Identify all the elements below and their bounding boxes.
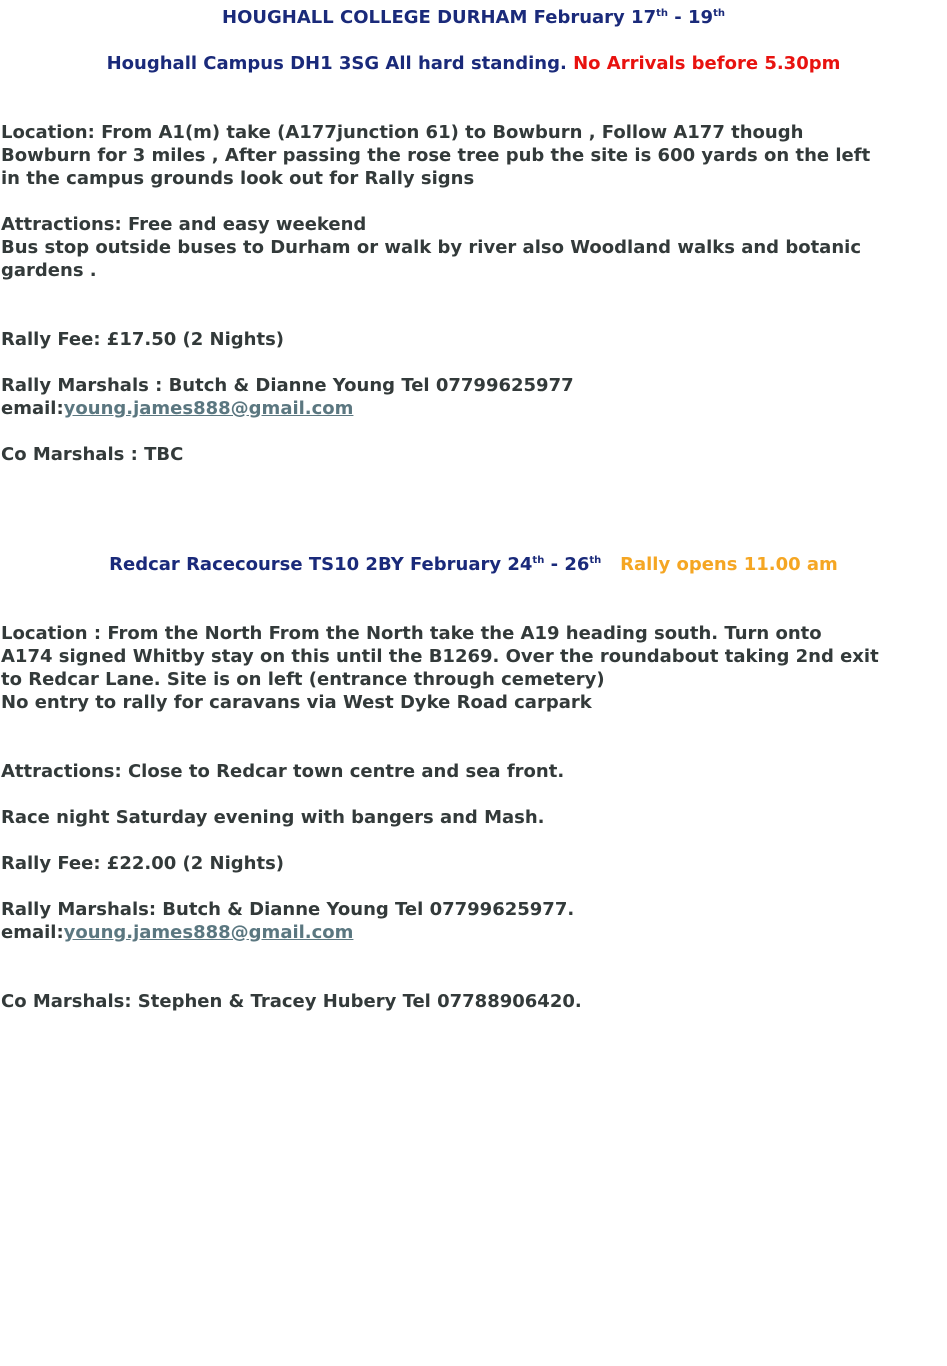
event2-title-sup1: th	[532, 555, 545, 566]
event1-marshals: Rally Marshals : Butch & Dianne Young Tel 07799625977	[1, 375, 574, 396]
event1-subtitle-text: Houghall Campus DH1 3SG All hard standing.	[106, 53, 574, 74]
event2-location-line: to Redcar Lane. Site is on left (entrance through cemetery)	[1, 669, 605, 690]
event1-attractions-line: Bus stop outside buses to Durham or walk by river also Woodland walks and botanic	[1, 237, 861, 258]
event2-marshals: Rally Marshals: Butch & Dianne Young Tel 07799625977.	[1, 899, 575, 920]
event2-co-marshals: Co Marshals: Stephen & Tracey Hubery Tel 07788906420.	[1, 991, 582, 1012]
event1-email-link[interactable]: young.james888@gmail.com	[63, 398, 354, 419]
event1-title	[0, 6, 947, 29]
event1-title-sup1: th	[656, 8, 668, 19]
event1-arrival-warning: No Arrivals before 5.30pm	[573, 53, 841, 74]
event2-attractions: Attractions: Close to Redcar town centre and sea front.	[1, 761, 565, 782]
event2-location-line: A174 signed Whitby stay on this until the B1269. Over the roundabout taking 2nd exit	[1, 646, 879, 667]
event2-email-label: email:	[1, 922, 64, 943]
event2-title-dash: - 26	[544, 554, 590, 575]
event2-opening-time: Rally opens 11.00 am	[620, 554, 838, 575]
event2-email-line	[1, 921, 353, 944]
event1-email-line	[1, 397, 353, 420]
event2-email-link[interactable]: young.james888@gmail.com	[63, 922, 354, 943]
event1-title-dash: - 19	[668, 7, 714, 28]
event2-location-line: Location : From the North From the North take the A19 heading south. Turn onto	[1, 623, 822, 644]
event2-title-gap	[601, 554, 620, 575]
event1-location-line: Location: From A1(m) take (A177junction 61) to Bowburn , Follow A177 though	[1, 122, 804, 143]
event1-attractions-line: Attractions: Free and easy weekend	[1, 214, 367, 235]
event2-title	[0, 553, 947, 576]
event1-fee: Rally Fee: £17.50 (2 Nights)	[1, 329, 285, 350]
event1-title-sup2: th	[713, 8, 725, 19]
event2-title-sup2: th	[589, 555, 602, 566]
event2-location-line: No entry to rally for caravans via West Dyke Road carpark	[1, 692, 592, 713]
event1-co-marshals: Co Marshals : TBC	[1, 444, 184, 465]
event2-race-night: Race night Saturday evening with bangers and Mash.	[1, 807, 545, 828]
event1-email-label: email:	[1, 398, 64, 419]
event1-location-line: in the campus grounds look out for Rally signs	[1, 168, 475, 189]
event1-subtitle	[0, 52, 947, 75]
event1-location-line: Bowburn for 3 miles , After passing the rose tree pub the site is 600 yards on the left	[1, 145, 871, 166]
event2-fee: Rally Fee: £22.00 (2 Nights)	[1, 853, 285, 874]
event1-attractions-line: gardens .	[1, 260, 97, 281]
event1-title-main: HOUGHALL COLLEGE DURHAM February 17	[222, 7, 657, 28]
event2-title-venue: Redcar Racecourse TS10 2BY February 24	[109, 554, 533, 575]
